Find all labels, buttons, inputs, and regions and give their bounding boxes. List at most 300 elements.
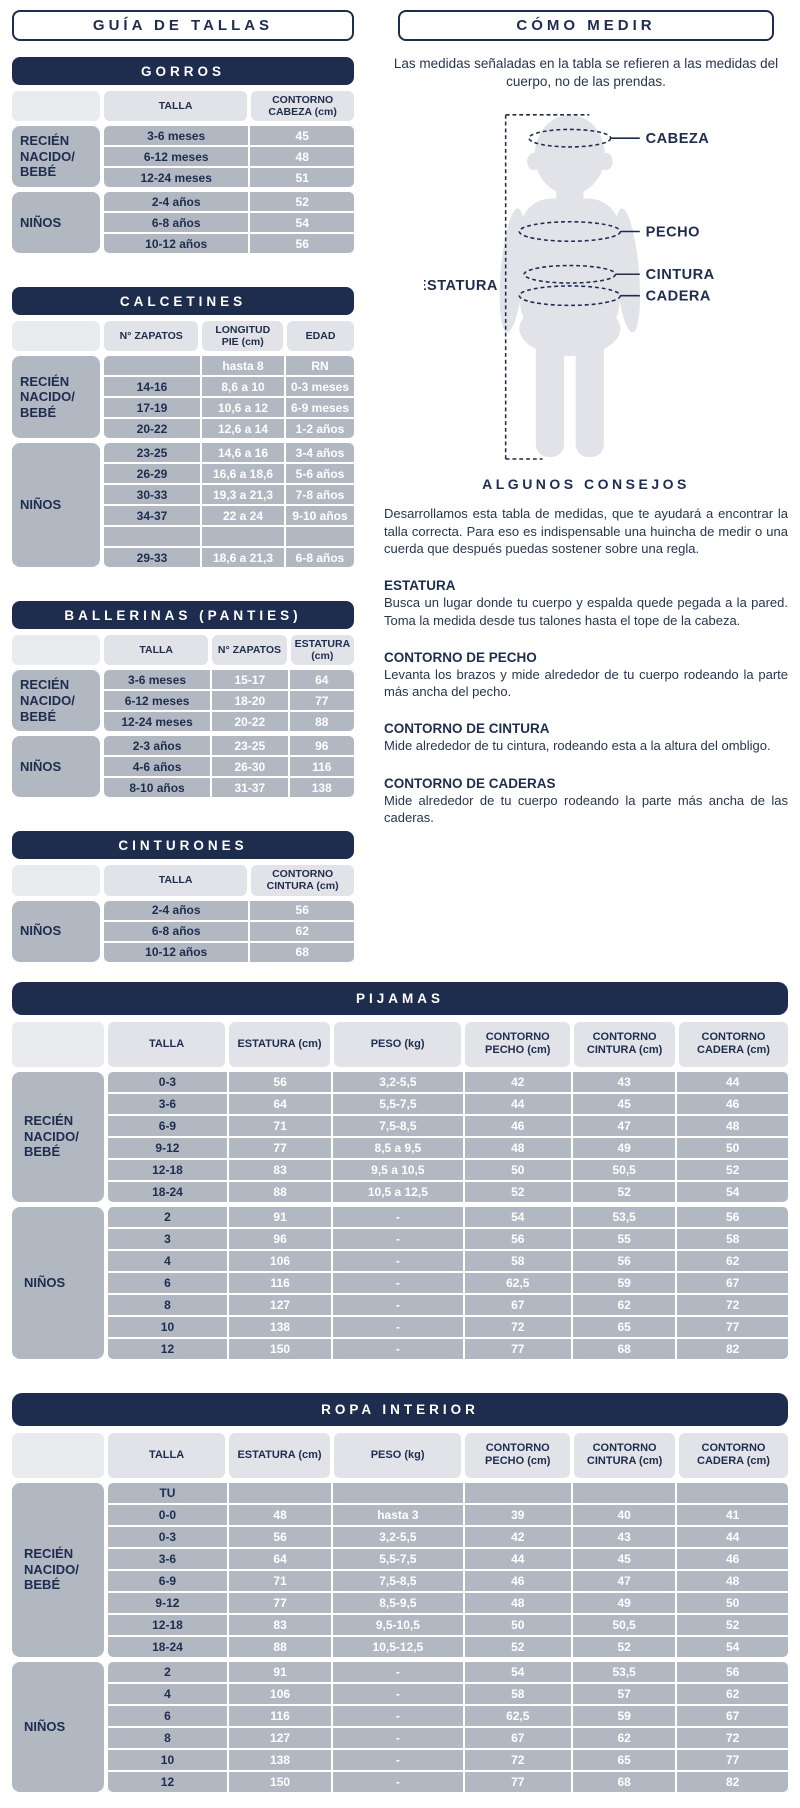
table-row [108,1728,788,1748]
gorros-grid [12,91,354,253]
size-cell: 12-24 meses [104,168,248,187]
table-row [108,1684,788,1704]
size-cell: 12 [108,1339,227,1359]
value-cell: 59 [573,1706,675,1726]
table-row [104,168,354,187]
table-rows [104,736,354,797]
column-header: CONTORNO CADERA (cm) [679,1433,788,1478]
value-cell: 96 [229,1229,331,1249]
table-row [108,1593,788,1613]
column-header: CONTORNO PECHO (cm) [465,1022,570,1067]
value-cell: 88 [290,712,354,731]
size-guide-title: GUÍA DE TALLAS [12,10,354,41]
size-cell: 17-19 [104,398,200,417]
value-cell: - [333,1772,462,1792]
value-cell: 88 [229,1637,331,1657]
ropa-interior-title-band: ROPA INTERIOR [12,1393,788,1426]
value-cell: 56 [677,1207,788,1227]
size-cell: 12-24 meses [104,712,210,731]
value-cell: 57 [573,1684,675,1704]
consejos-intro-text: Desarrollamos esta tabla de medidas, que te ayudará a encontrar la talla correcta. Para eso es indispensable una huincha de medir o una cuerda que después puedas sostener sobre una regla. [384,506,788,556]
value-cell: - [333,1207,462,1227]
size-cell: 20-22 [104,419,200,438]
size-cell: 8-10 años [104,778,210,797]
table-row [108,1116,788,1136]
size-cell: 10-12 años [104,234,248,253]
size-cell: 6 [108,1706,227,1726]
column-header: TALLA [104,865,247,895]
value-cell: 54 [250,213,354,232]
value-cell: 106 [229,1684,331,1704]
tip-estatura [384,578,788,629]
table-row [104,691,354,710]
size-cell: 3-6 meses [104,670,210,689]
gorros-table [12,57,354,253]
table-row [104,147,354,166]
value-cell: 77 [677,1317,788,1337]
pijamas-title-band: PIJAMAS [12,982,788,1015]
value-cell: 9-10 años [286,506,354,525]
value-cell: 7-8 años [286,485,354,504]
pijamas-table [12,982,788,1359]
value-cell: 64 [229,1549,331,1569]
size-cell: 18-24 [108,1182,227,1202]
table-header-row [12,91,354,121]
value-cell: 71 [229,1116,331,1136]
column-header: TALLA [108,1433,225,1478]
table-row [108,1483,788,1503]
size-cell: 2 [108,1662,227,1682]
table-row [108,1637,788,1657]
value-cell: 53,5 [573,1207,675,1227]
value-cell [286,527,354,546]
table-rows [108,1483,788,1657]
column-header: PESO (kg) [334,1022,461,1067]
value-cell: 68 [250,943,354,962]
value-cell: - [333,1273,462,1293]
size-cell: 8 [108,1295,227,1315]
value-cell: 14,6 a 16 [202,443,284,462]
how-to-measure-title: CÓMO MEDIR [398,10,774,41]
value-cell: 22 a 24 [202,506,284,525]
value-cell: 8,5 a 9,5 [333,1138,462,1158]
value-cell: 49 [573,1138,675,1158]
table-header-row [12,865,354,895]
column-header: ESTATURA (cm) [229,1022,330,1067]
table-row [104,213,354,232]
value-cell: 77 [229,1593,331,1613]
table-row [104,398,354,417]
value-cell: 46 [465,1116,572,1136]
value-cell: 77 [677,1750,788,1770]
table-row [108,1706,788,1726]
category-label: NIÑOS [12,901,100,962]
value-cell: 1-2 años [286,419,354,438]
column-header: CONTORNO CINTURA (cm) [574,1022,675,1067]
table-row [108,1160,788,1180]
value-cell: 48 [677,1116,788,1136]
table-group [12,443,354,567]
value-cell: - [333,1251,462,1271]
size-cell: 9-12 [108,1138,227,1158]
value-cell: 47 [573,1116,675,1136]
table-rows [104,443,354,567]
column-header: CONTORNO CADERA (cm) [679,1022,788,1067]
ropa-interior-grid [12,1433,788,1792]
column-header: EDAD [287,321,354,351]
value-cell: RN [286,356,354,375]
size-cell: 6-12 meses [104,691,210,710]
table-rows [104,356,354,438]
size-cell: 12-18 [108,1615,227,1635]
table-header-row [12,1022,788,1067]
table-group [12,736,354,797]
body-measurement-diagram [424,103,774,465]
value-cell: 72 [677,1295,788,1315]
value-cell: 12,6 a 14 [202,419,284,438]
size-cell: 34-37 [104,506,200,525]
value-cell: - [333,1750,462,1770]
tip-contorno-pecho [384,650,788,701]
value-cell: 138 [229,1317,331,1337]
value-cell: 44 [677,1072,788,1092]
value-cell: 8,5-9,5 [333,1593,462,1613]
value-cell: 72 [465,1317,572,1337]
table-row [104,356,354,375]
value-cell: - [333,1295,462,1315]
value-cell: 5-6 años [286,464,354,483]
size-cell: TU [108,1483,227,1503]
header-spacer [12,91,100,121]
column-header: CONTORNO CINTURA (cm) [251,865,354,895]
value-cell: 54 [677,1637,788,1657]
value-cell: 77 [465,1772,572,1792]
cinturones-grid [12,865,354,961]
value-cell: 72 [677,1728,788,1748]
category-label: NIÑOS [12,736,100,797]
value-cell: 15-17 [212,670,287,689]
value-cell: 116 [290,757,354,776]
table-row [104,943,354,962]
category-label: RECIÉN NACIDO/ BEBÉ [12,670,100,731]
left-column [12,10,354,962]
tip-contorno-caderas [384,776,788,827]
value-cell: 48 [229,1505,331,1525]
value-cell: 64 [290,670,354,689]
size-cell: 23-25 [104,443,200,462]
category-label: RECIÉN NACIDO/ BEBÉ [12,126,100,187]
size-cell: 6 [108,1273,227,1293]
value-cell: 56 [250,234,354,253]
value-cell: 52 [677,1615,788,1635]
size-cell: 30-33 [104,485,200,504]
value-cell: 0-3 meses [286,377,354,396]
table-row [104,377,354,396]
size-cell: 8 [108,1728,227,1748]
category-label: NIÑOS [12,1207,104,1359]
table-row [108,1615,788,1635]
value-cell: 127 [229,1728,331,1748]
size-cell [104,356,200,375]
value-cell: 77 [229,1138,331,1158]
category-label: NIÑOS [12,443,100,567]
header-spacer [12,321,100,351]
value-cell: 45 [573,1094,675,1114]
column-header: N° ZAPATOS [104,321,198,351]
value-cell: 56 [229,1072,331,1092]
table-row [104,712,354,731]
table-row [108,1750,788,1770]
value-cell [573,1483,675,1503]
value-cell: 3,2-5,5 [333,1527,462,1547]
gorros-title-band: GORROS [12,57,354,85]
value-cell: 67 [677,1706,788,1726]
value-cell: 82 [677,1339,788,1359]
value-cell: 48 [465,1138,572,1158]
cabeza-label: CABEZA [645,131,710,148]
measure-intro-text: Las medidas señaladas en la tabla se refieren a las medidas del cuerpo, no de las prendas. [393,56,779,90]
value-cell: 46 [465,1571,572,1591]
table-row [104,778,354,797]
estatura-label: ESTATURA [424,278,498,295]
value-cell: 62 [677,1251,788,1271]
value-cell: 58 [465,1251,572,1271]
value-cell: hasta 3 [333,1505,462,1525]
table-group [12,1072,788,1202]
value-cell: 26-30 [212,757,287,776]
size-cell: 6-8 años [104,922,248,941]
value-cell: 83 [229,1160,331,1180]
cinturones-table [12,831,354,961]
size-cell: 6-12 meses [104,147,248,166]
table-row [104,506,354,525]
value-cell: 40 [573,1505,675,1525]
table-group [12,356,354,438]
size-cell: 4 [108,1684,227,1704]
cintura-label: CINTURA [645,267,715,284]
value-cell: 23-25 [212,736,287,755]
value-cell: 56 [573,1251,675,1271]
tip-title: CONTORNO DE CADERAS [384,775,556,791]
table-row [108,1182,788,1202]
table-group [12,670,354,731]
value-cell: 52 [465,1182,572,1202]
value-cell: 3-4 años [286,443,354,462]
value-cell: 56 [677,1662,788,1682]
size-cell: 18-24 [108,1637,227,1657]
value-cell [202,527,284,546]
value-cell: 62 [573,1295,675,1315]
table-group [12,1662,788,1792]
size-cell: 9-12 [108,1593,227,1613]
value-cell: 10,5 a 12,5 [333,1182,462,1202]
size-cell: 6-9 [108,1116,227,1136]
table-rows [108,1662,788,1792]
value-cell: - [333,1706,462,1726]
value-cell: 48 [250,147,354,166]
calcetines-title-band: CALCETINES [12,287,354,315]
value-cell: - [333,1728,462,1748]
table-rows [104,901,354,962]
column-header: ESTATURA (cm) [291,635,354,665]
value-cell: 19,3 a 21,3 [202,485,284,504]
table-row [104,922,354,941]
size-cell: 10-12 años [104,943,248,962]
table-row [104,443,354,462]
value-cell: - [333,1662,462,1682]
calcetines-table [12,287,354,567]
size-cell: 14-16 [104,377,200,396]
table-row [104,126,354,145]
table-rows [108,1072,788,1202]
value-cell: - [333,1684,462,1704]
value-cell: 18,6 a 21,3 [202,548,284,567]
size-cell: 3 [108,1229,227,1249]
how-to-measure-column [384,10,788,962]
table-row [104,192,354,211]
value-cell: 50 [677,1138,788,1158]
category-label: RECIÉN NACIDO/ BEBÉ [12,356,100,438]
value-cell: 6-8 años [286,548,354,567]
value-cell: 116 [229,1273,331,1293]
value-cell: 53,5 [573,1662,675,1682]
table-row [104,485,354,504]
column-header: LONGITUD PIE (cm) [202,321,283,351]
tip-title: CONTORNO DE PECHO [384,649,537,665]
size-cell: 0-3 [108,1527,227,1547]
size-cell: 12-18 [108,1160,227,1180]
table-row [108,1339,788,1359]
cinturones-title-band: CINTURONES [12,831,354,859]
value-cell: 150 [229,1339,331,1359]
table-row [104,464,354,483]
value-cell: 42 [465,1527,572,1547]
column-header: TALLA [104,635,208,665]
header-spacer [12,635,100,665]
value-cell: 8,6 a 10 [202,377,284,396]
table-row [108,1295,788,1315]
size-cell [104,527,200,546]
value-cell: 45 [250,126,354,145]
value-cell: 46 [677,1549,788,1569]
calcetines-grid [12,321,354,567]
table-row [108,1138,788,1158]
table-row [104,757,354,776]
table-row [104,901,354,920]
size-cell: 0-3 [108,1072,227,1092]
header-spacer [12,865,100,895]
value-cell: 52 [573,1637,675,1657]
table-row [104,670,354,689]
table-row [104,736,354,755]
value-cell: 67 [465,1295,572,1315]
value-cell: 68 [573,1772,675,1792]
value-cell: 138 [290,778,354,797]
value-cell: 48 [465,1593,572,1613]
size-cell: 10 [108,1750,227,1770]
value-cell: 138 [229,1750,331,1770]
size-cell: 4 [108,1251,227,1271]
category-label: NIÑOS [12,1662,104,1792]
category-label: RECIÉN NACIDO/ BEBÉ [12,1072,104,1202]
table-rows [108,1207,788,1359]
size-cell: 29-33 [104,548,200,567]
consejos-title: ALGUNOS CONSEJOS [482,476,690,493]
value-cell: 9,5 a 10,5 [333,1160,462,1180]
tip-text: Busca un lugar donde tu cuerpo y espalda quede pegada a la pared. Toma la medida desde tus talones hasta el tope de la cabeza. [384,595,788,628]
value-cell: 62,5 [465,1273,572,1293]
value-cell: 54 [465,1207,572,1227]
table-row [108,1229,788,1249]
value-cell: 16,6 a 18,6 [202,464,284,483]
value-cell: 48 [677,1571,788,1591]
top-two-column-area [12,10,788,962]
value-cell [229,1483,331,1503]
value-cell: 44 [465,1094,572,1114]
value-cell: 20-22 [212,712,287,731]
table-rows [104,670,354,731]
table-row [108,1527,788,1547]
value-cell: 50,5 [573,1615,675,1635]
table-row [108,1505,788,1525]
value-cell: 10,6 a 12 [202,398,284,417]
table-row [104,527,354,546]
value-cell: 71 [229,1571,331,1591]
size-cell: 3-6 [108,1549,227,1569]
value-cell: 39 [465,1505,572,1525]
value-cell: 49 [573,1593,675,1613]
value-cell: 65 [573,1750,675,1770]
table-header-row [12,321,354,351]
value-cell: 5,5-7,5 [333,1549,462,1569]
value-cell: 59 [573,1273,675,1293]
value-cell: 56 [465,1229,572,1249]
value-cell: 5,5-7,5 [333,1094,462,1114]
size-cell: 26-29 [104,464,200,483]
table-row [108,1317,788,1337]
column-header: TALLA [108,1022,225,1067]
table-group [12,901,354,962]
column-header: CONTORNO CABEZA (cm) [251,91,354,121]
value-cell: 50 [465,1615,572,1635]
table-row [108,1072,788,1092]
table-group [12,126,354,187]
table-group [12,1207,788,1359]
table-row [108,1251,788,1271]
value-cell: 10,5-12,5 [333,1637,462,1657]
size-cell: 2 [108,1207,227,1227]
value-cell: 67 [677,1273,788,1293]
value-cell: 50 [677,1593,788,1613]
cadera-label: CADERA [645,288,711,305]
value-cell [465,1483,572,1503]
tip-title: CONTORNO DE CINTURA [384,721,550,737]
table-row [108,1772,788,1792]
size-cell: 2-3 años [104,736,210,755]
value-cell: 47 [573,1571,675,1591]
value-cell: 56 [229,1527,331,1547]
column-header: ESTATURA (cm) [229,1433,330,1478]
table-group [12,192,354,253]
column-header: PESO (kg) [334,1433,461,1478]
value-cell: 52 [573,1182,675,1202]
value-cell: 54 [465,1662,572,1682]
value-cell: 82 [677,1772,788,1792]
size-cell: 2-4 años [104,192,248,211]
value-cell: 106 [229,1251,331,1271]
tip-title: ESTATURA [384,578,456,594]
size-cell: 10 [108,1317,227,1337]
